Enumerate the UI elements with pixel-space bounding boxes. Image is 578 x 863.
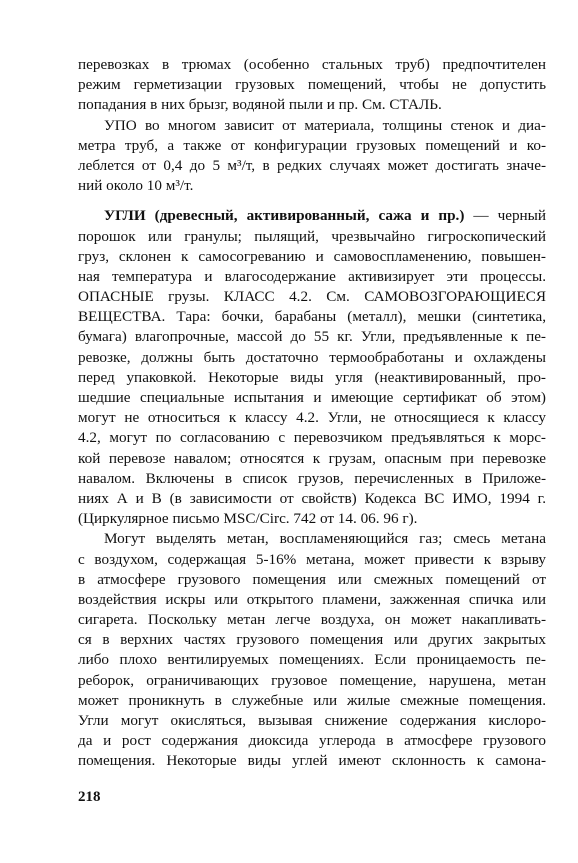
text-line: шедшие специальные испытания и имеющие сертификат об этом) <box>78 389 546 406</box>
text-line: УПО во многом зависит от материала, толщины стенок и диа- <box>104 116 546 134</box>
text-line: леблется от 0,4 до 5 м³/т, в редких случаях может достигать значе- <box>78 156 546 174</box>
text-line: ся в верхних частях грузового помещения или других закрытых <box>78 631 546 649</box>
text-line: помещения. Некоторые виды углей имеют склонность к самона- <box>78 752 546 770</box>
text-line: режим герметизации грузовых помещений, чтобы не допустить <box>78 76 546 94</box>
entry-coals <box>78 206 546 529</box>
text-line: ОПАСНЫЕ грузы. КЛАСС 4.2. См. САМОВОЗГОРАЮЩИЕСЯ <box>78 288 546 306</box>
text-line: попадания в них брызг, водяной пыли и пр. См. СТАЛЬ. <box>78 96 442 114</box>
text-line: либо плохо вентилируемых помещениях. Если проницаемость пе- <box>78 651 546 669</box>
entry-heading-rest: — черный <box>464 207 547 225</box>
text-line: бумага) влагопрочные, массой до 55 кг. Угли, предъявленные к пе- <box>78 328 546 346</box>
text-line: может проникнуть в служебные или жилые смежные помещения. <box>78 691 546 709</box>
entry-heading: УГЛИ (древесный, активированный, сажа и пр.) <box>104 207 465 225</box>
text-line: Угли могут окисляться, вызывая снижение содержания кислоро- <box>78 712 546 729</box>
text-line: кой перевозе навалом; относятся к грузам, опасным при перевозке <box>78 449 546 467</box>
page-number: 218 <box>78 789 101 805</box>
text-line: в атмосфере грузового помещения или смежных помещений от <box>78 570 546 588</box>
text-line: с воздухом, содержащая 5-16% метана, может привести к взрыву <box>78 550 546 568</box>
text-line: Могут выделять метан, воспламеняющийся газ; смесь метана <box>104 530 546 548</box>
text-line: сигарета. Поскольку метан легче воздуха, он может накапливать- <box>78 611 546 629</box>
text-line: могут не относиться к классу 4.2. Угли, не относящиеся к классу <box>78 409 546 427</box>
text-line: да и рост содержания диоксида углерода в атмосфере грузового <box>78 732 546 750</box>
text-line: ная температура и влагосодержание активизирует эти процессы. <box>78 267 546 285</box>
text-line: (Циркулярное письмо MSC/Circ. 742 от 14. 06. 96 г). <box>78 510 418 528</box>
text-line: ний около 10 м³/т. <box>78 177 194 195</box>
text-line: ВЕЩЕСТВА. Тара: бочки, барабаны (металл), мешки (синтетика, <box>78 308 546 326</box>
text-line: 4.2, могут по согласованию с перевозчиком предъявляться к морс- <box>78 429 546 447</box>
text-line: метра труб, а также от конфигурации грузовых помещений и ко- <box>78 136 546 154</box>
text-line: перевозках в трюмах (особенно стальных труб) предпочтителен <box>78 56 546 73</box>
text-line: воздействия искры или открытого пламени, зажженная спичка или <box>78 590 546 608</box>
text-line: груз, склонен к самосогреванию и самовоспламенению, повышен- <box>78 247 546 265</box>
text-line: навалом. Включены в список грузов, перечисленных в Приложе- <box>78 469 546 487</box>
body-text <box>78 55 546 772</box>
paragraph-stowage-factor <box>78 116 546 197</box>
text-line: реборок, ограничивающих грузовое помещение, нарушена, метан <box>78 671 546 689</box>
text-line: ревозке, должны быть достаточно термообработаны и охлаждены <box>78 348 546 366</box>
entry-first-line <box>78 206 546 226</box>
text-line: порошок или гранулы; пылящий, чрезвычайно гигроскопический <box>78 227 546 245</box>
text-line: ниях А и В (в зависимости от свойств) Кодекса ВС ИМО, 1994 г. <box>78 489 546 507</box>
text-line: перед упаковкой. Некоторые виды угля (неактивированный, про- <box>78 368 546 386</box>
paragraph-methane <box>78 529 546 771</box>
paragraph-pipes-continuation <box>78 55 546 116</box>
